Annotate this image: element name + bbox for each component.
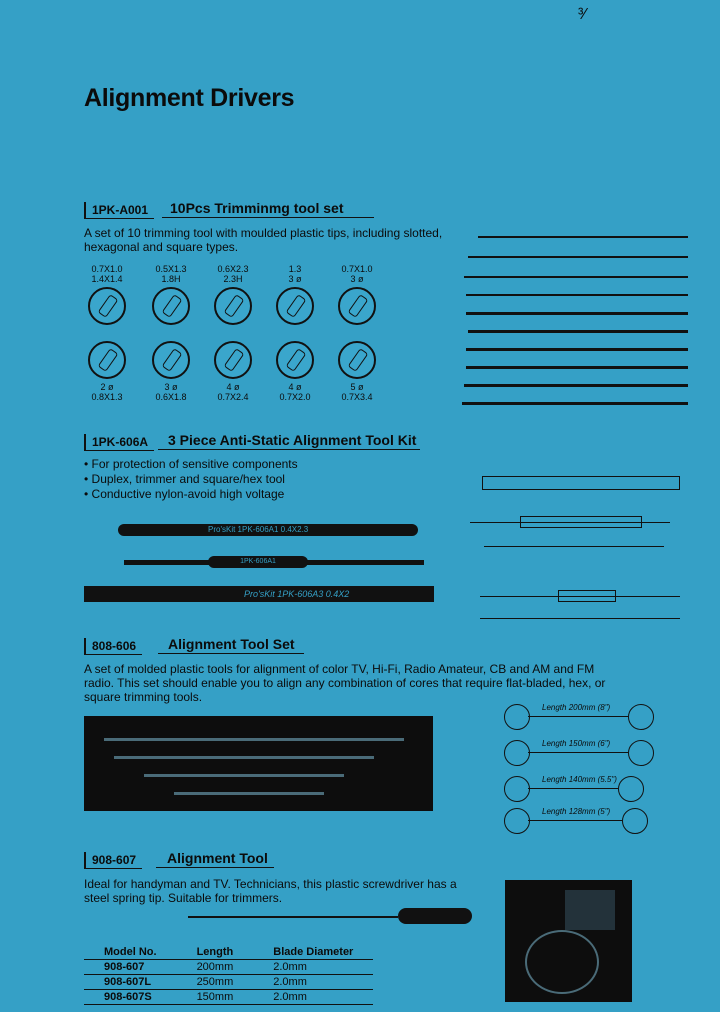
tip-item: [334, 264, 380, 328]
trimming-tools-photo: [460, 228, 695, 413]
tip-item: [84, 338, 130, 402]
column-header: Model No.: [84, 945, 177, 960]
length-label: Length 150mm (6"): [542, 739, 611, 748]
tip-size: 4 ø: [226, 382, 240, 392]
driver-shape: [464, 276, 688, 278]
tip-item: [272, 338, 318, 402]
tip-icon: [152, 341, 190, 379]
section-title: Alignment Tool: [167, 850, 268, 866]
driver-shape: [464, 384, 688, 387]
table-cell: 150mm: [177, 990, 254, 1005]
tip-size: 4 ø: [288, 382, 302, 392]
tip-icon: [276, 341, 314, 379]
drawing-outline: [480, 618, 680, 619]
section-header-1pk-a001: [84, 202, 374, 220]
tip-item: [84, 264, 130, 328]
tip-size: 1.4X1.4: [91, 274, 123, 284]
tool-shape: [174, 792, 324, 795]
tip-icon: [214, 287, 252, 325]
tip-icon: [628, 704, 654, 730]
drawing-outline: [558, 590, 616, 602]
tip-size: 3 ø: [288, 274, 302, 284]
tool-handle: Pro'sKit 1PK-606A3 0.4X2: [84, 586, 434, 602]
driver-shape: [466, 294, 688, 296]
tip-icon: [88, 287, 126, 325]
tip-size: 0.7X1.0: [91, 264, 123, 274]
tip-icon: [338, 341, 376, 379]
tip-icon: [504, 808, 530, 834]
section-title: 10Pcs Trimminmg tool set: [170, 200, 344, 216]
tip-item: [272, 264, 318, 328]
tip-size: 0.7X1.0: [341, 264, 373, 274]
table-header-row: [84, 945, 373, 960]
driver-shape: [462, 402, 688, 405]
tip-size: 3 ø: [164, 382, 178, 392]
section-title: Alignment Tool Set: [168, 636, 295, 652]
tip-item: [148, 338, 194, 402]
length-label: Length 200mm (8"): [542, 703, 611, 712]
driver-shape: [468, 256, 688, 258]
tip-icon: [152, 287, 190, 325]
column-header: Blade Diameter: [253, 945, 373, 960]
section-description: A set of molded plastic tools for alignment of color TV, Hi-Fi, Radio Amateur, CB and AM and FM radio. This set should enable you to align any combination of cores that require flat-bladed, hex, or square trimming tools.: [84, 662, 606, 704]
table-cell: 200mm: [177, 960, 254, 975]
drawing-outline: [482, 476, 680, 490]
tip-size: 1.8H: [161, 274, 181, 284]
photo-detail: [565, 890, 615, 930]
driver-shape: [466, 312, 688, 315]
photo-detail: [525, 930, 599, 994]
tip-item: [148, 264, 194, 328]
product-code: 1PK-A001: [84, 202, 154, 219]
tip-icon: [622, 808, 648, 834]
tool-line: [528, 716, 628, 717]
tip-icon: [338, 287, 376, 325]
driver-shape: [466, 348, 688, 351]
tip-size: 5 ø: [350, 382, 364, 392]
column-header: Length: [177, 945, 254, 960]
length-label: Length 128mm (5"): [542, 807, 611, 816]
tip-item: [334, 338, 380, 402]
product-code: 908-607: [84, 852, 142, 869]
tip-icon: [504, 704, 530, 730]
page-title: Alignment Drivers: [84, 84, 295, 112]
screwdriver-handle: [398, 908, 472, 924]
corner-mark: ³⁄: [578, 6, 586, 23]
section-header-1pk-606a: [84, 434, 420, 452]
screwdriver-illustration: [188, 906, 474, 926]
divider: [158, 449, 420, 450]
table-row: [84, 990, 373, 1005]
section-description: Ideal for handyman and TV. Technicians, this plastic screwdriver has a steel spring tip. Suitable for trimmers.: [84, 877, 457, 905]
section-header-808-606: [84, 638, 304, 656]
table-cell: 908-607L: [84, 975, 177, 990]
product-code: 808-606: [84, 638, 142, 655]
alignment-tool-set-photo: [84, 716, 433, 811]
list-item: • Duplex, trimmer and square/hex tool: [84, 472, 285, 486]
product-code: 1PK-606A: [84, 434, 154, 451]
table-cell: 908-607: [84, 960, 177, 975]
table-cell: 2.0mm: [253, 975, 373, 990]
tip-icon: [214, 341, 252, 379]
divider: [162, 217, 374, 218]
tip-size: 0.5X1.3: [155, 264, 187, 274]
table-row: [84, 960, 373, 975]
tool-line: [528, 752, 628, 753]
anti-static-tools-photo: [84, 520, 444, 610]
tip-size: 3 ø: [350, 274, 364, 284]
list-item: • Conductive nylon-avoid high voltage: [84, 487, 285, 501]
tip-size: 0.6X1.8: [155, 392, 187, 402]
alignment-tool-photo: [505, 880, 632, 1002]
table-cell: 2.0mm: [253, 960, 373, 975]
tip-size: 0.8X1.3: [91, 392, 123, 402]
section-description: A set of 10 trimming tool with moulded plastic tips, including slotted, hexagonal and square types.: [84, 226, 443, 254]
table-cell: 250mm: [177, 975, 254, 990]
dimension-drawing: [460, 462, 690, 622]
driver-shape: [468, 330, 688, 333]
tip-icon: [618, 776, 644, 802]
tool-shape: [114, 756, 374, 759]
section-title: 3 Piece Anti-Static Alignment Tool Kit: [168, 432, 417, 448]
tip-icon: [628, 740, 654, 766]
tool-shape: [144, 774, 344, 777]
table-row: [84, 975, 373, 990]
length-label: Length 140mm (5.5"): [542, 775, 617, 784]
driver-shape: [478, 236, 688, 238]
tool-handle: Pro'sKit 1PK-606A1 0.4X2.3: [118, 524, 418, 536]
tip-size: 2 ø: [100, 382, 114, 392]
tip-size: 0.7X2.4: [217, 392, 249, 402]
tip-size: 0.6X2.3: [217, 264, 249, 274]
divider: [158, 653, 304, 654]
tip-size: 2.3H: [223, 274, 243, 284]
tool-shape: [104, 738, 404, 741]
drawing-outline: [484, 546, 664, 547]
driver-shape: [466, 366, 688, 369]
screwdriver-shaft: [188, 916, 398, 918]
tip-icon: [88, 341, 126, 379]
tip-size: 1.3: [288, 264, 302, 274]
tip-icon: [504, 776, 530, 802]
tip-icon: [504, 740, 530, 766]
feature-list: [84, 457, 414, 502]
divider: [156, 867, 274, 868]
length-diagram: [498, 700, 698, 835]
table-cell: 908-607S: [84, 990, 177, 1005]
model-table: [84, 945, 373, 1005]
tip-size: 0.7X2.0: [279, 392, 311, 402]
tip-diagram: [84, 264, 384, 414]
tool-line: [528, 820, 622, 821]
tool-handle: 1PK-606A1: [208, 556, 308, 568]
list-item: • For protection of sensitive components: [84, 457, 298, 471]
drawing-outline: [520, 516, 642, 528]
tip-icon: [276, 287, 314, 325]
tool-line: [528, 788, 618, 789]
section-header-908-607: [84, 852, 274, 870]
tip-size: 0.7X3.4: [341, 392, 373, 402]
tip-item: [210, 338, 256, 402]
tip-item: [210, 264, 256, 328]
table-cell: 2.0mm: [253, 990, 373, 1005]
